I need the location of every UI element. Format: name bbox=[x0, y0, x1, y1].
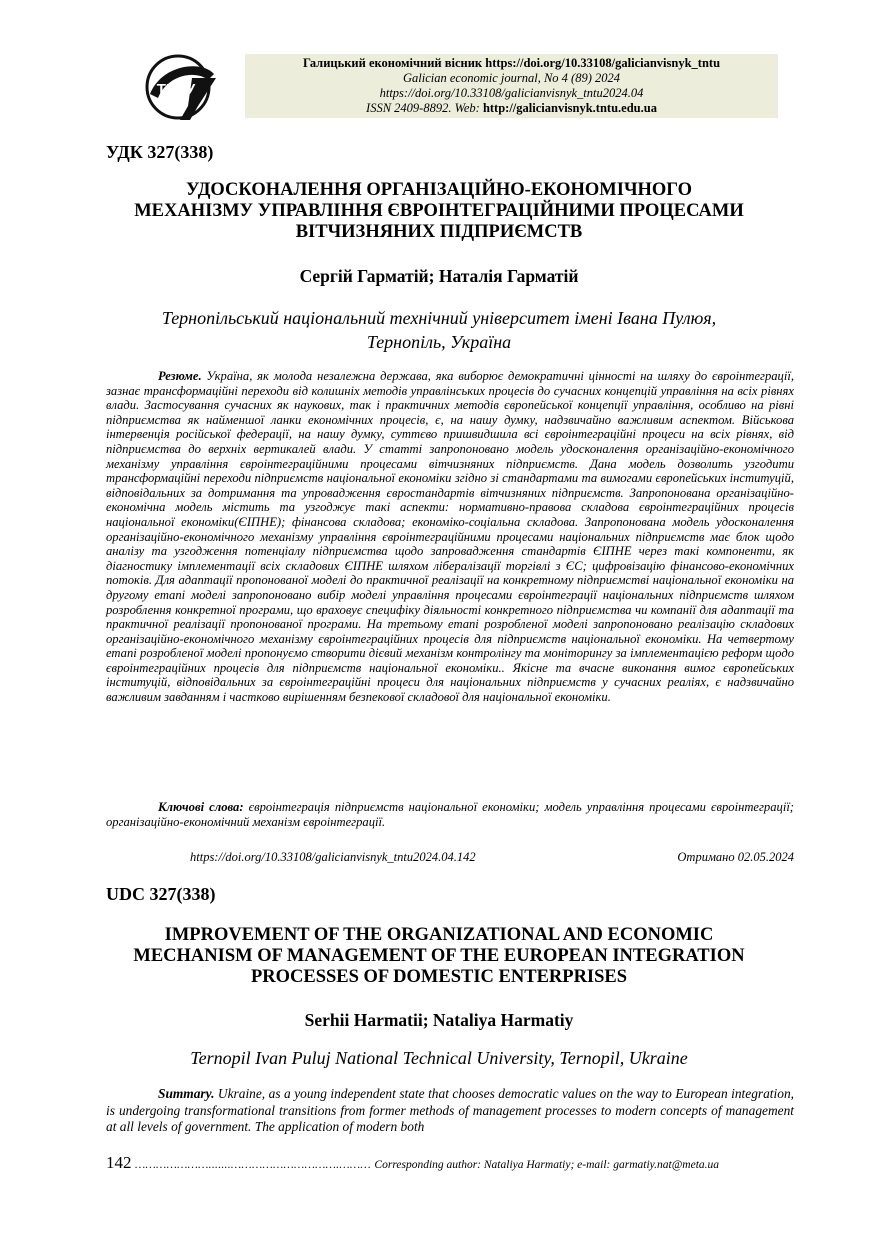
tntu-logo-icon bbox=[142, 54, 222, 124]
article-doi-link[interactable]: https://doi.org/10.33108/galicianvisnyk_tntu2024.04.142 bbox=[190, 850, 476, 864]
issn-text: ISSN 2409-8892. Web: bbox=[366, 101, 483, 115]
title-line: MECHANISM OF MANAGEMENT OF THE EUROPEAN INTEGRATION bbox=[133, 946, 745, 966]
affiliation-uk bbox=[106, 306, 772, 354]
logo-text: ТНТУ bbox=[156, 81, 196, 98]
summary-en bbox=[106, 1086, 794, 1136]
page-footer bbox=[106, 1153, 794, 1173]
corresponding-author: Corresponding author: Nataliya Harmatiy; e-mail: garmatiy.nat@meta.ua bbox=[374, 1159, 720, 1171]
affiliation-en: Ternopil Ivan Puluj National Technical University, Ternopil, Ukraine bbox=[190, 1048, 688, 1068]
received-date: Отримано 02.05.2024 bbox=[677, 850, 794, 864]
footer-dots: ………………….......………………………….……… bbox=[135, 1159, 371, 1171]
udc-code: UDC 327(338) bbox=[106, 884, 216, 904]
journal-doi-line: https://doi.org/10.33108/galicianvisnyk_tntu2024.04 bbox=[379, 86, 644, 100]
affiliation-line: Тернопільський національний технічний університет імені Івана Пулюя, bbox=[161, 308, 717, 328]
title-line: УДОСКОНАЛЕННЯ ОРГАНІЗАЦІЙНО-ЕКОНОМІЧНОГО bbox=[185, 180, 692, 200]
abstract-text: Україна, як молода незалежна держава, яка виборює демократичні цінності на шляху до євроінтеграції, зазнає трансформаційні переходи від колишніх методів управлінських процесів до сучасних концепцій управління на всіх рівнях влади. Застосування сучасних як наукових, так і практичних методів європейської концепції управління, особливо на рівні підприємства як найменшої ланки економічних процесів, є, на нашу думку, надзвичайно важливим аспектом. Військова інтервенція російської федерації, на нашу думку, суттєво пришвидшила всі євроінтеграційні процеси на всіх рівнях, від підприємства до верхніх вертикалей влади. У статті запропоновано модель удосконалення організаційно-економічного механізму управління євроінтеграційними процесами вітчизняних підприємств. Дана модель дозволить узгодити трансформаційні переходи підприємств національної економіки згідно зі стандартами та вимогами європейських інституцій, відповідальних за дотримання та упровадження євростандартів вітчизняних підприємств. Запропонована організаційно-економічна модель містить та узгоджує такі аспекти: нормативно-правова складова євроінтеграційних процесів національної економіки(ЄІПНЕ); фінансова складова; економіко-соціальна складова. Запропонована модель удосконалення організаційно-економічного механізму управління євроінтеграційними процесами національних підприємств має блок щодо аналізу та узгодження потенціалу підприємства щодо запровадження стандартів ЄІПНЕ через такі компоненти, як діагностику імплементації всіх складових ЄІПНЕ шляхом лібералізації торгівлі з ЄС; цифровізацію фінансово-економічних потоків. Для адаптації пропонованої моделі до практичної реалізації на конкретному підприємстві національної економіки на другому етапі моделі запропоновано вибір моделі управління процесами євроінтеграції національних підприємств шляхом розроблення конкретної програми, що враховує специфіку діяльності конкретного підприємства чи компанії для адаптації та практичної реалізації пропонованої програми. На третьому етапі розробленої моделі запропоновано реалізацію складових організаційно-економічного механізму євроінтеграційних процесів для підприємств національної економіки. На четвертому етапі розробленої моделі пропонуємо створити дієвий механізм контролінгу та моніторингу за імплементацією реформ щодо євроінтеграційних процесів для підприємств національної економіки.. Якісне та вчасне виконання вимог європейських інституцій, відповідальних за євроінтеграційні процеси для національних підприємств у сучасних реаліях, є надзвичайно важливим завданням і частково вирішенням безпекової складової для національної економіки. bbox=[106, 369, 794, 705]
journal-issn-line bbox=[245, 101, 778, 116]
article-title-en bbox=[106, 925, 772, 988]
keywords-text: євроінтеграція підприємств національної економіки; модель управління процесами євроінтеграції; організаційно-економічний механізм євроінтеграції. bbox=[106, 800, 795, 829]
title-line: PROCESSES OF DOMESTIC ENTERPRISES bbox=[250, 967, 628, 987]
keywords-uk bbox=[106, 800, 794, 829]
summary-text: Ukraine, as a young independent state that chooses democratic values on the way to European integration, is undergoing transformational transitions from former methods of management processes to modern concepts of management at all levels of government. The application of modern both bbox=[106, 1086, 794, 1134]
journal-title-line: Галицький економічний вісник https://doi.org/10.33108/galicianvisnyk_tntu bbox=[302, 56, 721, 70]
keywords-label: Ключові слова: bbox=[158, 800, 244, 814]
affiliation-line: Тернопіль, Україна bbox=[366, 332, 512, 352]
university-logo bbox=[142, 54, 222, 124]
udk-code: УДК 327(338) bbox=[106, 142, 214, 162]
journal-website-link[interactable]: http://galicianvisnyk.tntu.edu.ua bbox=[482, 101, 657, 115]
title-line: IMPROVEMENT OF THE ORGANIZATIONAL AND ECONOMIC bbox=[164, 925, 714, 945]
summary-label: Summary. bbox=[158, 1086, 215, 1101]
journal-issue-line: Galician economic journal, No 4 (89) 2024 bbox=[403, 71, 620, 85]
title-line: МЕХАНІЗМУ УПРАВЛІННЯ ЄВРОІНТЕГРАЦІЙНИМИ ПРОЦЕСАМИ bbox=[134, 201, 744, 221]
page-number: 142 bbox=[106, 1153, 132, 1172]
title-line: ВІТЧИЗНЯНИХ ПІДПРИЄМСТВ bbox=[295, 222, 583, 242]
article-title-uk bbox=[106, 180, 772, 243]
journal-header bbox=[245, 54, 778, 118]
authors-uk: Сергій Гарматій; Наталія Гарматій bbox=[299, 266, 579, 286]
authors-en: Serhii Harmatii; Nataliya Harmatiy bbox=[304, 1010, 574, 1030]
abstract-uk bbox=[106, 369, 794, 705]
abstract-label: Резюме. bbox=[158, 369, 202, 383]
